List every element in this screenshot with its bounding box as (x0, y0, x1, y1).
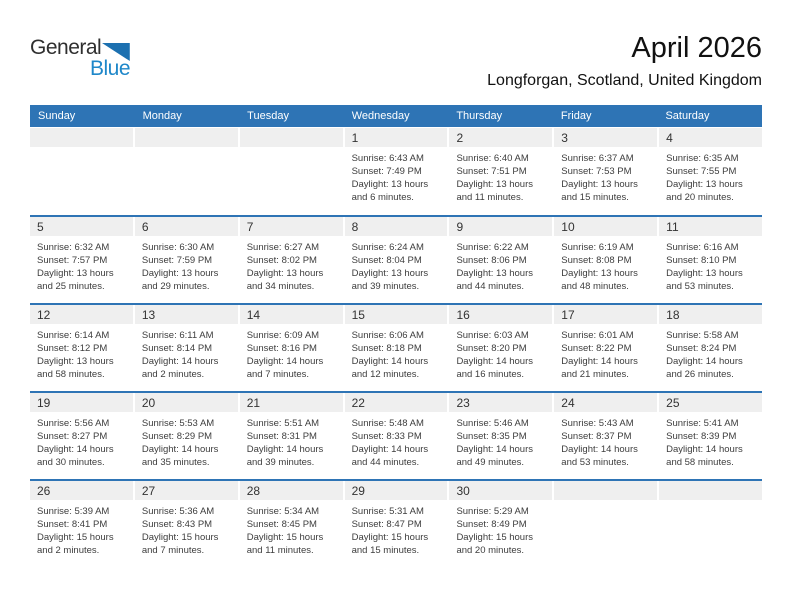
sunset-text: Sunset: 8:41 PM (37, 519, 108, 530)
weekday-header-monday: Monday (142, 110, 182, 122)
daylight-text-line2: and 48 minutes. (561, 281, 629, 292)
sunrise-text: Sunrise: 6:30 AM (141, 242, 215, 253)
day-cell (345, 147, 448, 204)
sunset-text: Sunset: 8:20 PM (456, 343, 527, 354)
day-cell (449, 500, 552, 557)
daylight-text-line1: Daylight: 14 hours (561, 356, 638, 367)
day-cell (554, 324, 657, 381)
sunrise-text: Sunrise: 6:14 AM (37, 330, 110, 341)
day-number: 2 (449, 128, 552, 147)
day-number: 1 (345, 128, 448, 147)
calendar (30, 105, 762, 567)
weekday-header-tuesday: Tuesday (247, 110, 289, 122)
day-number (659, 481, 762, 500)
day-cell (449, 324, 552, 381)
sunset-text: Sunset: 8:33 PM (351, 431, 422, 442)
day-number (554, 481, 657, 500)
week-details-strip (30, 500, 762, 557)
sunrise-text: Sunrise: 5:43 AM (561, 418, 634, 429)
daylight-text-line2: and 44 minutes. (456, 281, 525, 292)
sunset-text: Sunset: 8:31 PM (246, 431, 317, 442)
logo-text-general: General (30, 36, 102, 59)
sunrise-text: Sunrise: 5:29 AM (456, 506, 529, 517)
daylight-text-line1: Daylight: 15 hours (456, 532, 534, 543)
sunset-text: Sunset: 8:27 PM (37, 431, 108, 442)
daylight-text-line2: and 15 minutes. (561, 192, 629, 203)
day-cell (135, 324, 238, 381)
week-number-strip (30, 217, 762, 236)
daylight-text-line2: and 11 minutes. (456, 192, 524, 203)
logo-text-blue: Blue (89, 57, 130, 80)
daylight-text-line1: Daylight: 14 hours (37, 444, 114, 455)
daylight-text-line2: and 15 minutes. (351, 545, 420, 556)
daylight-text-line2: and 6 minutes. (351, 192, 414, 203)
daylight-text-line1: Daylight: 13 hours (561, 268, 638, 279)
day-cell (240, 324, 343, 381)
sunrise-text: Sunrise: 6:16 AM (666, 242, 739, 253)
day-number: 28 (240, 481, 343, 500)
sunset-text: Sunset: 8:10 PM (666, 255, 737, 266)
daylight-text-line1: Daylight: 15 hours (246, 532, 324, 543)
daylight-text-line2: and 44 minutes. (351, 457, 420, 468)
weekday-header-row (30, 105, 762, 127)
sunrise-text: Sunrise: 5:51 AM (246, 418, 320, 429)
sunrise-text: Sunrise: 6:01 AM (561, 330, 634, 341)
sunset-text: Sunset: 7:49 PM (351, 166, 422, 177)
daylight-text-line1: Daylight: 15 hours (37, 532, 114, 543)
daylight-text-line1: Daylight: 14 hours (456, 444, 534, 455)
day-cell (30, 324, 133, 381)
day-number: 15 (345, 305, 448, 324)
day-cell (30, 236, 133, 293)
week-details-strip (30, 147, 762, 204)
day-number: 13 (135, 305, 238, 324)
daylight-text-line2: and 58 minutes. (37, 369, 105, 380)
weekday-header-saturday: Saturday (665, 110, 710, 122)
sunrise-text: Sunrise: 5:39 AM (37, 506, 110, 517)
sunset-text: Sunset: 8:22 PM (561, 343, 632, 354)
daylight-text-line1: Daylight: 14 hours (666, 356, 743, 367)
sunrise-text: Sunrise: 5:31 AM (351, 506, 424, 517)
sunrise-text: Sunrise: 5:46 AM (456, 418, 529, 429)
day-number: 22 (345, 393, 448, 412)
day-cell (30, 500, 133, 557)
daylight-text-line2: and 20 minutes. (456, 545, 525, 556)
week-row (30, 215, 762, 303)
week-number-strip (30, 481, 762, 500)
daylight-text-line2: and 16 minutes. (456, 369, 525, 380)
daylight-text-line1: Daylight: 13 hours (561, 179, 638, 190)
daylight-text-line1: Daylight: 13 hours (666, 179, 743, 190)
day-number: 10 (554, 217, 657, 236)
sunrise-text: Sunrise: 5:48 AM (351, 418, 424, 429)
day-number: 21 (240, 393, 343, 412)
empty-day-cell (554, 500, 657, 557)
empty-day-cell (30, 147, 133, 204)
daylight-text-line1: Daylight: 13 hours (666, 268, 743, 279)
day-number: 23 (449, 393, 552, 412)
sunset-text: Sunset: 8:14 PM (141, 343, 213, 354)
daylight-text-line2: and 58 minutes. (666, 457, 734, 468)
day-number (240, 128, 343, 147)
day-cell (135, 500, 238, 557)
sunrise-text: Sunrise: 6:27 AM (246, 242, 320, 253)
day-number: 24 (554, 393, 657, 412)
day-cell (30, 412, 133, 469)
day-cell (554, 236, 657, 293)
sunset-text: Sunset: 8:29 PM (141, 431, 213, 442)
daylight-text-line2: and 20 minutes. (666, 192, 734, 203)
week-number-strip (30, 305, 762, 324)
weekday-header-friday: Friday (560, 110, 592, 122)
day-number: 27 (135, 481, 238, 500)
daylight-text-line2: and 53 minutes. (666, 281, 734, 292)
sunrise-text: Sunrise: 6:11 AM (141, 330, 214, 341)
daylight-text-line2: and 53 minutes. (561, 457, 629, 468)
sunset-text: Sunset: 8:24 PM (666, 343, 737, 354)
day-cell (240, 412, 343, 469)
day-number (135, 128, 238, 147)
daylight-text-line1: Daylight: 14 hours (561, 444, 638, 455)
day-cell (449, 147, 552, 204)
calendar-weeks (30, 128, 762, 567)
daylight-text-line1: Daylight: 14 hours (141, 356, 219, 367)
daylight-text-line1: Daylight: 13 hours (37, 356, 114, 367)
day-number: 6 (135, 217, 238, 236)
daylight-text-line1: Daylight: 14 hours (351, 444, 429, 455)
day-cell (659, 324, 762, 381)
day-number: 12 (30, 305, 133, 324)
sunrise-text: Sunrise: 5:53 AM (141, 418, 215, 429)
weekday-header-wednesday: Wednesday (351, 110, 410, 122)
sunset-text: Sunset: 8:12 PM (37, 343, 108, 354)
sunrise-text: Sunrise: 6:35 AM (666, 153, 739, 164)
daylight-text-line1: Daylight: 14 hours (246, 444, 324, 455)
sunrise-text: Sunrise: 6:24 AM (351, 242, 424, 253)
day-cell (554, 147, 657, 204)
day-number: 11 (659, 217, 762, 236)
daylight-text-line1: Daylight: 15 hours (351, 532, 429, 543)
daylight-text-line1: Daylight: 14 hours (456, 356, 534, 367)
empty-day-cell (659, 500, 762, 557)
daylight-text-line2: and 39 minutes. (351, 281, 420, 292)
week-row (30, 128, 762, 215)
day-number: 20 (135, 393, 238, 412)
day-cell (659, 412, 762, 469)
daylight-text-line2: and 2 minutes. (37, 545, 100, 556)
daylight-text-line2: and 39 minutes. (246, 457, 315, 468)
day-number: 16 (449, 305, 552, 324)
sunset-text: Sunset: 7:57 PM (37, 255, 108, 266)
daylight-text-line2: and 7 minutes. (141, 545, 205, 556)
day-number: 17 (554, 305, 657, 324)
day-cell (135, 412, 238, 469)
day-cell (659, 147, 762, 204)
daylight-text-line2: and 26 minutes. (666, 369, 734, 380)
sunset-text: Sunset: 8:45 PM (246, 519, 317, 530)
daylight-text-line2: and 49 minutes. (456, 457, 525, 468)
day-number: 25 (659, 393, 762, 412)
week-row (30, 303, 762, 391)
daylight-text-line1: Daylight: 13 hours (141, 268, 219, 279)
sunset-text: Sunset: 8:43 PM (141, 519, 213, 530)
week-number-strip (30, 393, 762, 412)
daylight-text-line1: Daylight: 14 hours (666, 444, 743, 455)
day-cell (659, 236, 762, 293)
day-cell (449, 236, 552, 293)
sunset-text: Sunset: 8:08 PM (561, 255, 632, 266)
sunset-text: Sunset: 8:16 PM (246, 343, 317, 354)
page-subtitle: Longforgan, Scotland, United Kingdom (487, 72, 762, 89)
sunset-text: Sunset: 8:18 PM (351, 343, 422, 354)
sunrise-text: Sunrise: 6:43 AM (351, 153, 424, 164)
sunrise-text: Sunrise: 6:37 AM (561, 153, 634, 164)
day-number: 9 (449, 217, 552, 236)
sunrise-text: Sunrise: 5:41 AM (666, 418, 739, 429)
day-number: 4 (659, 128, 762, 147)
daylight-text-line1: Daylight: 13 hours (246, 268, 324, 279)
day-number: 30 (449, 481, 552, 500)
daylight-text-line1: Daylight: 13 hours (456, 268, 534, 279)
daylight-text-line1: Daylight: 14 hours (351, 356, 429, 367)
sunrise-text: Sunrise: 6:03 AM (456, 330, 529, 341)
day-number: 3 (554, 128, 657, 147)
daylight-text-line1: Daylight: 14 hours (141, 444, 219, 455)
sunset-text: Sunset: 8:39 PM (666, 431, 737, 442)
day-number: 26 (30, 481, 133, 500)
day-number: 14 (240, 305, 343, 324)
sunset-text: Sunset: 8:02 PM (246, 255, 317, 266)
day-cell (554, 412, 657, 469)
daylight-text-line1: Daylight: 13 hours (351, 179, 429, 190)
daylight-text-line2: and 30 minutes. (37, 457, 105, 468)
day-cell (345, 412, 448, 469)
sunset-text: Sunset: 8:47 PM (351, 519, 422, 530)
week-details-strip (30, 412, 762, 469)
sunrise-text: Sunrise: 6:09 AM (246, 330, 320, 341)
daylight-text-line2: and 35 minutes. (141, 457, 210, 468)
daylight-text-line2: and 2 minutes. (141, 369, 205, 380)
sunset-text: Sunset: 7:51 PM (456, 166, 527, 177)
daylight-text-line2: and 34 minutes. (246, 281, 315, 292)
sunrise-text: Sunrise: 5:58 AM (666, 330, 739, 341)
week-number-strip (30, 128, 762, 147)
day-cell (345, 324, 448, 381)
daylight-text-line2: and 7 minutes. (246, 369, 310, 380)
sunset-text: Sunset: 7:53 PM (561, 166, 632, 177)
day-number: 19 (30, 393, 133, 412)
sunset-text: Sunset: 8:35 PM (456, 431, 527, 442)
sunset-text: Sunset: 7:59 PM (141, 255, 213, 266)
empty-day-cell (135, 147, 238, 204)
daylight-text-line1: Daylight: 15 hours (141, 532, 219, 543)
daylight-text-line2: and 12 minutes. (351, 369, 420, 380)
sunset-text: Sunset: 8:49 PM (456, 519, 527, 530)
sunrise-text: Sunrise: 6:06 AM (351, 330, 424, 341)
title-block (487, 33, 762, 90)
daylight-text-line2: and 29 minutes. (141, 281, 210, 292)
day-number: 8 (345, 217, 448, 236)
day-number: 29 (345, 481, 448, 500)
day-cell (240, 500, 343, 557)
sunrise-text: Sunrise: 6:40 AM (456, 153, 529, 164)
weekday-header-thursday: Thursday (456, 110, 503, 122)
daylight-text-line2: and 11 minutes. (246, 545, 314, 556)
day-cell (240, 236, 343, 293)
sunrise-text: Sunrise: 6:22 AM (456, 242, 529, 253)
sunset-text: Sunset: 8:04 PM (351, 255, 422, 266)
sunset-text: Sunset: 8:37 PM (561, 431, 632, 442)
day-cell (135, 236, 238, 293)
week-row (30, 479, 762, 567)
day-number: 5 (30, 217, 133, 236)
weekday-header-sunday: Sunday (38, 110, 76, 122)
sunrise-text: Sunrise: 5:56 AM (37, 418, 110, 429)
week-details-strip (30, 324, 762, 381)
day-cell (345, 500, 448, 557)
general-blue-logo (30, 37, 130, 79)
empty-day-cell (240, 147, 343, 204)
day-number: 18 (659, 305, 762, 324)
page-title: April 2026 (631, 32, 762, 64)
day-cell (449, 412, 552, 469)
week-details-strip (30, 236, 762, 293)
daylight-text-line2: and 21 minutes. (561, 369, 629, 380)
sunrise-text: Sunrise: 6:19 AM (561, 242, 634, 253)
daylight-text-line1: Daylight: 13 hours (351, 268, 429, 279)
daylight-text-line1: Daylight: 14 hours (246, 356, 324, 367)
week-row (30, 391, 762, 479)
daylight-text-line1: Daylight: 13 hours (456, 179, 534, 190)
daylight-text-line2: and 25 minutes. (37, 281, 105, 292)
sunrise-text: Sunrise: 5:36 AM (141, 506, 215, 517)
sunrise-text: Sunrise: 5:34 AM (246, 506, 320, 517)
day-number (30, 128, 133, 147)
daylight-text-line1: Daylight: 13 hours (37, 268, 114, 279)
day-number: 7 (240, 217, 343, 236)
sunset-text: Sunset: 7:55 PM (666, 166, 737, 177)
sunset-text: Sunset: 8:06 PM (456, 255, 527, 266)
sunrise-text: Sunrise: 6:32 AM (37, 242, 110, 253)
day-cell (345, 236, 448, 293)
